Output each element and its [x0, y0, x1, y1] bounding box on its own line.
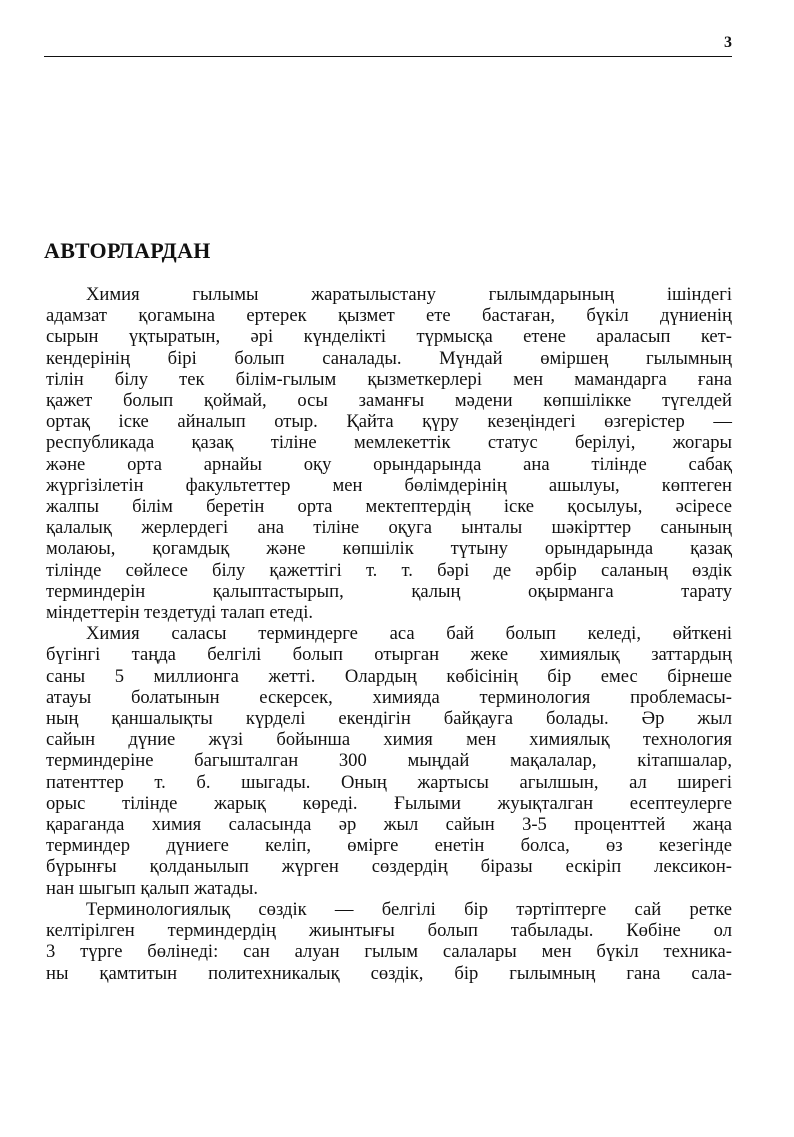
text-line: терминдер дүниеге келіп, өмірге енетін болса, өз кезегінде [46, 835, 732, 857]
header-rule [44, 56, 732, 57]
text-line: Терминологиялық сөздік — белгілі бір тәртіптерге сай ретке [86, 898, 732, 920]
text-line: кендерінің бірі болып саналады. Мүндай өміршең гылымның [46, 347, 732, 369]
text-line: және орта арнайы оқу орындарында ана тілінде сабақ [46, 453, 732, 475]
text-line: Химия гылымы жаратылыстану гылымдарының ішіндегі [86, 284, 732, 305]
text-line: орыс тілінде жарық көреді. Ғылыми жуықталган есептеулерге [46, 792, 732, 814]
paragraph-3 [46, 899, 732, 984]
text-line: 3 түрге бөлінеді: сан алуан гылым салалары мен бүкіл техника- [46, 941, 732, 963]
text-line: қараганда химия саласында әр жыл сайын 3-5 проценттей жаңа [46, 814, 732, 836]
text-line: қажет болып қоймай, осы заманғы мәдени көпшілікке түгелдей [46, 390, 732, 412]
paragraph-1 [46, 284, 732, 623]
paragraph-2 [46, 623, 732, 899]
text-line: ны қамтитын политехникалық сөздік, бір гылымның гана сала- [46, 962, 732, 984]
text-line: келтірілген терминдердің жиынтығы болып табылады. Көбіне ол [46, 920, 732, 942]
text-line: атауы болатынын ескерсек, химияда терминология проблемасы- [46, 686, 732, 708]
page-number: 3 [724, 34, 732, 51]
text-line: Химия саласы терминдерге аса бай болып келеді, өйткені [86, 623, 732, 645]
text-line: саны 5 миллионга жетті. Олардың көбісінің бір емес бірнеше [46, 665, 732, 687]
text-line: бүрынғы қолданылып жүрген сөздердің біразы ескіріп лексикон- [46, 856, 732, 878]
text-line: адамзат қогамына ертерек қызмет ете бастаған, бүкіл дүниенің [46, 305, 732, 327]
text-line: сайын дүние жүзі бойынша химия мен химиялық технология [46, 729, 732, 751]
text-line: қалалық жерлердегі ана тіліне оқуга ынталы шәкірттер санының [46, 517, 732, 539]
text-line: жүргізілетін факультеттер мен бөлімдерінің ашылуы, көптеген [46, 474, 732, 496]
text-line: сырын үқтыратын, әрі күнделікті түрмысқа етене араласып кет- [46, 326, 732, 348]
text-line: бүгінгі таңда белгілі болып отырган жеке химиялық заттардың [46, 644, 732, 666]
text-line: жалпы білім беретін орта мектептердің іске қосылуы, әсіресе [46, 496, 732, 518]
section-heading: АВТОРЛАРДАН [44, 238, 211, 263]
text-line: нан шыгып қалып жатады. [46, 877, 258, 899]
text-line: терминдеріне багышталган 300 мыңдай мақалалар, кітапшалар, [46, 750, 732, 772]
text-line: патенттер т. б. шыгады. Оның жартысы агылшын, ал ширегі [46, 771, 732, 793]
body-text [46, 284, 732, 984]
text-line: ның қаншалықты күрделі екендігін байқауга болады. Әр жыл [46, 708, 732, 730]
text-line: терминдерін қалыптастырып, қалың оқырманга тарату [46, 580, 732, 602]
text-line: міндеттерін тездетуді талап етеді. [46, 602, 314, 624]
text-line: тілін білу тек білім-гылым қызметкерлері мен мамандарга ғана [46, 368, 732, 390]
text-line: республикада қазақ тіліне мемлекеттік статус берілуі, жогары [46, 432, 732, 454]
text-line: тілінде сөйлесе білу қажеттігі т. т. бәрі де әрбір саланың өздік [46, 559, 732, 581]
text-line: ортақ іске айналып отыр. Қайта қүру кезеңіндегі өзгерістер — [46, 411, 732, 433]
text-line: молаюы, қогамдық және көпшілік түтыну орындарында қазақ [46, 538, 732, 560]
